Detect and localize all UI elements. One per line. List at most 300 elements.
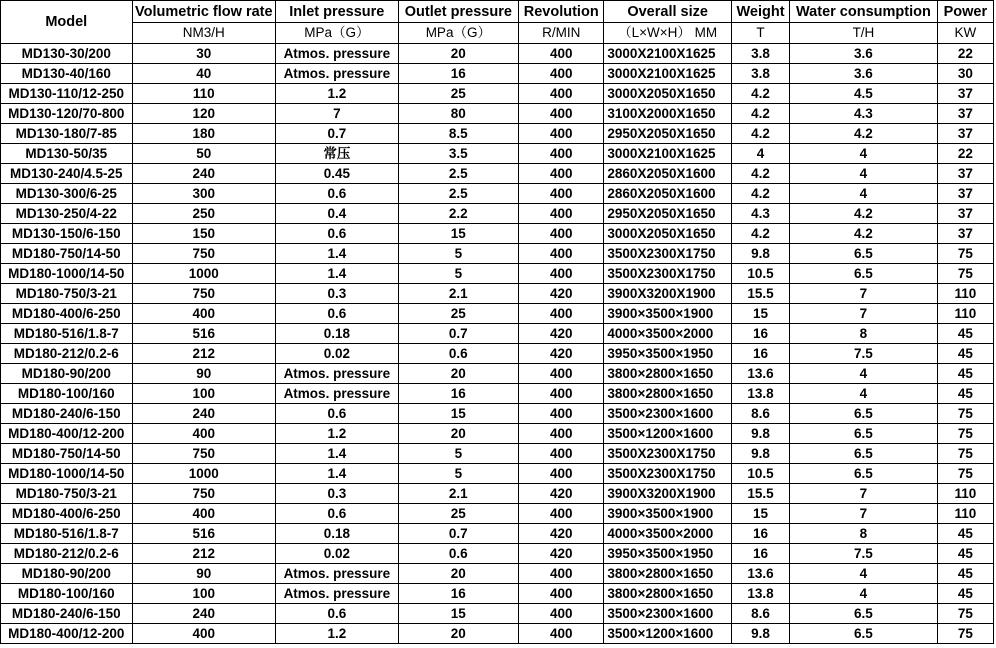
cell-power: 75 — [937, 424, 993, 444]
cell-model: MD130-120/70-800 — [1, 104, 133, 124]
cell-weight: 16 — [731, 324, 789, 344]
cell-revolution: 400 — [519, 64, 604, 84]
cell-flow-rate: 1000 — [132, 464, 276, 484]
cell-flow-rate: 90 — [132, 364, 276, 384]
cell-revolution: 400 — [519, 224, 604, 244]
cell-model: MD130-40/160 — [1, 64, 133, 84]
cell-outlet-pressure: 2.5 — [398, 164, 518, 184]
cell-revolution: 400 — [519, 84, 604, 104]
cell-water-consumption: 7 — [790, 304, 938, 324]
table-row — [1, 164, 994, 184]
cell-flow-rate: 100 — [132, 584, 276, 604]
cell-flow-rate: 40 — [132, 64, 276, 84]
unit-revolution: R/MIN — [519, 23, 604, 44]
cell-flow-rate: 30 — [132, 44, 276, 64]
cell-model: MD180-750/14-50 — [1, 244, 133, 264]
cell-inlet-pressure: Atmos. pressure — [276, 364, 398, 384]
table-row — [1, 144, 994, 164]
cell-model: MD180-750/3-21 — [1, 284, 133, 304]
cell-outlet-pressure: 2.2 — [398, 204, 518, 224]
cell-flow-rate: 240 — [132, 604, 276, 624]
table-row — [1, 384, 994, 404]
cell-power: 45 — [937, 524, 993, 544]
cell-power: 110 — [937, 504, 993, 524]
cell-water-consumption: 6.5 — [790, 464, 938, 484]
cell-inlet-pressure: 1.4 — [276, 464, 398, 484]
cell-inlet-pressure: 0.6 — [276, 224, 398, 244]
table-row — [1, 44, 994, 64]
cell-overall-size: 4000×3500×2000 — [604, 524, 732, 544]
cell-inlet-pressure: 0.6 — [276, 604, 398, 624]
cell-weight: 4.2 — [731, 124, 789, 144]
cell-overall-size: 3800×2800×1650 — [604, 584, 732, 604]
cell-power: 75 — [937, 444, 993, 464]
cell-weight: 9.8 — [731, 624, 789, 644]
header-overall-size: Overall size — [604, 1, 732, 23]
cell-inlet-pressure: Atmos. pressure — [276, 44, 398, 64]
cell-outlet-pressure: 2.1 — [398, 284, 518, 304]
cell-inlet-pressure: 1.2 — [276, 624, 398, 644]
cell-weight: 13.8 — [731, 584, 789, 604]
cell-outlet-pressure: 2.1 — [398, 484, 518, 504]
cell-weight: 13.8 — [731, 384, 789, 404]
cell-weight: 3.8 — [731, 64, 789, 84]
cell-power: 75 — [937, 244, 993, 264]
cell-revolution: 400 — [519, 504, 604, 524]
cell-flow-rate: 50 — [132, 144, 276, 164]
cell-overall-size: 3500X2300X1750 — [604, 464, 732, 484]
cell-overall-size: 3000X2050X1650 — [604, 84, 732, 104]
cell-inlet-pressure: 0.6 — [276, 504, 398, 524]
cell-inlet-pressure: Atmos. pressure — [276, 584, 398, 604]
cell-model: MD130-180/7-85 — [1, 124, 133, 144]
cell-inlet-pressure: 1.4 — [276, 264, 398, 284]
cell-outlet-pressure: 20 — [398, 624, 518, 644]
cell-model: MD180-100/160 — [1, 384, 133, 404]
cell-model: MD180-100/160 — [1, 584, 133, 604]
cell-flow-rate: 180 — [132, 124, 276, 144]
cell-flow-rate: 400 — [132, 504, 276, 524]
cell-weight: 15 — [731, 304, 789, 324]
cell-water-consumption: 6.5 — [790, 444, 938, 464]
cell-inlet-pressure: 0.18 — [276, 324, 398, 344]
cell-outlet-pressure: 5 — [398, 444, 518, 464]
cell-water-consumption: 4 — [790, 364, 938, 384]
cell-water-consumption: 6.5 — [790, 424, 938, 444]
cell-weight: 8.6 — [731, 604, 789, 624]
cell-inlet-pressure: 0.45 — [276, 164, 398, 184]
cell-water-consumption: 6.5 — [790, 244, 938, 264]
cell-inlet-pressure: Atmos. pressure — [276, 384, 398, 404]
table-row — [1, 284, 994, 304]
cell-flow-rate: 516 — [132, 324, 276, 344]
cell-power: 45 — [937, 324, 993, 344]
cell-weight: 4.2 — [731, 104, 789, 124]
cell-revolution: 400 — [519, 464, 604, 484]
cell-water-consumption: 4 — [790, 184, 938, 204]
cell-weight: 15.5 — [731, 484, 789, 504]
cell-outlet-pressure: 0.7 — [398, 524, 518, 544]
cell-outlet-pressure: 15 — [398, 224, 518, 244]
cell-weight: 15 — [731, 504, 789, 524]
unit-weight: T — [731, 23, 789, 44]
cell-overall-size: 3000X2100X1625 — [604, 64, 732, 84]
cell-water-consumption: 4.5 — [790, 84, 938, 104]
cell-overall-size: 3500X2300X1750 — [604, 444, 732, 464]
cell-revolution: 400 — [519, 44, 604, 64]
cell-revolution: 400 — [519, 164, 604, 184]
cell-weight: 10.5 — [731, 264, 789, 284]
cell-outlet-pressure: 0.7 — [398, 324, 518, 344]
cell-weight: 4.2 — [731, 84, 789, 104]
cell-revolution: 420 — [519, 324, 604, 344]
cell-inlet-pressure: 7 — [276, 104, 398, 124]
cell-water-consumption: 6.5 — [790, 404, 938, 424]
cell-flow-rate: 212 — [132, 544, 276, 564]
cell-outlet-pressure: 16 — [398, 64, 518, 84]
table-body — [1, 44, 994, 644]
cell-model: MD180-400/6-250 — [1, 504, 133, 524]
cell-water-consumption: 7.5 — [790, 344, 938, 364]
cell-flow-rate: 750 — [132, 444, 276, 464]
cell-power: 75 — [937, 604, 993, 624]
cell-overall-size: 3000X2100X1625 — [604, 44, 732, 64]
header-inlet-pressure: Inlet pressure — [276, 1, 398, 23]
table-row — [1, 184, 994, 204]
cell-outlet-pressure: 16 — [398, 384, 518, 404]
cell-revolution: 400 — [519, 564, 604, 584]
cell-power: 45 — [937, 544, 993, 564]
cell-water-consumption: 4 — [790, 144, 938, 164]
cell-water-consumption: 6.5 — [790, 604, 938, 624]
cell-outlet-pressure: 5 — [398, 244, 518, 264]
table-row — [1, 244, 994, 264]
table-row — [1, 584, 994, 604]
cell-flow-rate: 90 — [132, 564, 276, 584]
cell-inlet-pressure: 0.02 — [276, 544, 398, 564]
cell-outlet-pressure: 15 — [398, 604, 518, 624]
table-row — [1, 344, 994, 364]
cell-overall-size: 3500X2300X1750 — [604, 264, 732, 284]
unit-inlet-pressure: MPa（G） — [276, 23, 398, 44]
table-row — [1, 64, 994, 84]
cell-revolution: 420 — [519, 544, 604, 564]
cell-inlet-pressure: 0.3 — [276, 484, 398, 504]
header-row — [1, 1, 994, 23]
cell-flow-rate: 240 — [132, 404, 276, 424]
unit-flow-rate: NM3/H — [132, 23, 276, 44]
cell-overall-size: 3800×2800×1650 — [604, 564, 732, 584]
cell-water-consumption: 4 — [790, 584, 938, 604]
cell-inlet-pressure: 1.2 — [276, 84, 398, 104]
cell-outlet-pressure: 2.5 — [398, 184, 518, 204]
cell-power: 110 — [937, 284, 993, 304]
cell-power: 45 — [937, 364, 993, 384]
cell-inlet-pressure: 0.6 — [276, 404, 398, 424]
table-row — [1, 604, 994, 624]
cell-model: MD180-212/0.2-6 — [1, 344, 133, 364]
cell-inlet-pressure: Atmos. pressure — [276, 64, 398, 84]
cell-power: 22 — [937, 44, 993, 64]
cell-overall-size: 3800×2800×1650 — [604, 364, 732, 384]
header-flow-rate: Volumetric flow rate — [132, 1, 276, 23]
cell-model: MD130-240/4.5-25 — [1, 164, 133, 184]
cell-weight: 16 — [731, 544, 789, 564]
cell-water-consumption: 3.6 — [790, 44, 938, 64]
cell-model: MD180-240/6-150 — [1, 604, 133, 624]
unit-outlet-pressure: MPa（G） — [398, 23, 518, 44]
cell-model: MD180-400/6-250 — [1, 304, 133, 324]
cell-weight: 3.8 — [731, 44, 789, 64]
cell-revolution: 400 — [519, 264, 604, 284]
cell-model: MD180-750/3-21 — [1, 484, 133, 504]
header-model: Model — [1, 1, 133, 44]
unit-row — [1, 23, 994, 44]
cell-model: MD130-110/12-250 — [1, 84, 133, 104]
cell-overall-size: 3950×3500×1950 — [604, 344, 732, 364]
cell-overall-size: 2950X2050X1650 — [604, 204, 732, 224]
cell-weight: 4.2 — [731, 184, 789, 204]
cell-outlet-pressure: 25 — [398, 84, 518, 104]
cell-power: 45 — [937, 384, 993, 404]
cell-model: MD180-516/1.8-7 — [1, 324, 133, 344]
cell-model: MD130-30/200 — [1, 44, 133, 64]
cell-water-consumption: 7 — [790, 284, 938, 304]
table-row — [1, 544, 994, 564]
cell-flow-rate: 150 — [132, 224, 276, 244]
cell-outlet-pressure: 15 — [398, 404, 518, 424]
cell-water-consumption: 8 — [790, 524, 938, 544]
cell-inlet-pressure: 1.4 — [276, 244, 398, 264]
cell-power: 37 — [937, 184, 993, 204]
table-row — [1, 364, 994, 384]
unit-water-consumption: T/H — [790, 23, 938, 44]
cell-inlet-pressure: 1.2 — [276, 424, 398, 444]
cell-revolution: 400 — [519, 204, 604, 224]
cell-flow-rate: 250 — [132, 204, 276, 224]
table-row — [1, 624, 994, 644]
cell-weight: 4 — [731, 144, 789, 164]
cell-inlet-pressure: 0.4 — [276, 204, 398, 224]
cell-outlet-pressure: 16 — [398, 584, 518, 604]
cell-revolution: 400 — [519, 124, 604, 144]
cell-power: 75 — [937, 624, 993, 644]
cell-revolution: 400 — [519, 384, 604, 404]
cell-inlet-pressure: 0.18 — [276, 524, 398, 544]
cell-water-consumption: 4.2 — [790, 204, 938, 224]
cell-weight: 10.5 — [731, 464, 789, 484]
cell-water-consumption: 4.3 — [790, 104, 938, 124]
cell-outlet-pressure: 20 — [398, 44, 518, 64]
unit-overall-size: （L×W×H） MM — [604, 23, 732, 44]
cell-revolution: 400 — [519, 304, 604, 324]
cell-revolution: 400 — [519, 104, 604, 124]
cell-overall-size: 3950×3500×1950 — [604, 544, 732, 564]
cell-inlet-pressure: 0.02 — [276, 344, 398, 364]
cell-model: MD180-90/200 — [1, 364, 133, 384]
cell-overall-size: 3000X2100X1625 — [604, 144, 732, 164]
cell-revolution: 400 — [519, 364, 604, 384]
table-row — [1, 124, 994, 144]
cell-water-consumption: 7 — [790, 504, 938, 524]
cell-outlet-pressure: 0.6 — [398, 544, 518, 564]
cell-weight: 15.5 — [731, 284, 789, 304]
cell-flow-rate: 400 — [132, 424, 276, 444]
cell-inlet-pressure: 常压 — [276, 144, 398, 164]
table-header — [1, 1, 994, 44]
unit-power: KW — [937, 23, 993, 44]
table-row — [1, 564, 994, 584]
cell-revolution: 400 — [519, 584, 604, 604]
cell-model: MD180-400/12-200 — [1, 624, 133, 644]
cell-revolution: 400 — [519, 604, 604, 624]
cell-revolution: 400 — [519, 624, 604, 644]
table-row — [1, 404, 994, 424]
cell-weight: 4.2 — [731, 164, 789, 184]
cell-model: MD180-90/200 — [1, 564, 133, 584]
header-power: Power — [937, 1, 993, 23]
cell-power: 110 — [937, 484, 993, 504]
cell-power: 37 — [937, 84, 993, 104]
cell-weight: 4.2 — [731, 224, 789, 244]
cell-flow-rate: 240 — [132, 164, 276, 184]
cell-overall-size: 3900×3500×1900 — [604, 504, 732, 524]
cell-inlet-pressure: 0.6 — [276, 304, 398, 324]
cell-model: MD180-516/1.8-7 — [1, 524, 133, 544]
cell-inlet-pressure: 0.3 — [276, 284, 398, 304]
cell-weight: 16 — [731, 524, 789, 544]
header-water-consumption: Water consumption — [790, 1, 938, 23]
cell-water-consumption: 6.5 — [790, 264, 938, 284]
table-row — [1, 84, 994, 104]
cell-model: MD130-50/35 — [1, 144, 133, 164]
cell-outlet-pressure: 5 — [398, 264, 518, 284]
table-row — [1, 304, 994, 324]
cell-inlet-pressure: Atmos. pressure — [276, 564, 398, 584]
cell-water-consumption: 7 — [790, 484, 938, 504]
cell-overall-size: 2950X2050X1650 — [604, 124, 732, 144]
cell-overall-size: 3800×2800×1650 — [604, 384, 732, 404]
cell-water-consumption: 6.5 — [790, 624, 938, 644]
cell-weight: 16 — [731, 344, 789, 364]
cell-outlet-pressure: 3.5 — [398, 144, 518, 164]
cell-flow-rate: 110 — [132, 84, 276, 104]
cell-revolution: 420 — [519, 524, 604, 544]
table-row — [1, 204, 994, 224]
cell-overall-size: 3900X3200X1900 — [604, 484, 732, 504]
cell-flow-rate: 750 — [132, 244, 276, 264]
cell-power: 37 — [937, 204, 993, 224]
cell-outlet-pressure: 8.5 — [398, 124, 518, 144]
cell-model: MD180-212/0.2-6 — [1, 544, 133, 564]
cell-weight: 9.8 — [731, 444, 789, 464]
cell-weight: 9.8 — [731, 424, 789, 444]
cell-flow-rate: 400 — [132, 624, 276, 644]
table-row — [1, 324, 994, 344]
cell-model: MD130-250/4-22 — [1, 204, 133, 224]
cell-power: 110 — [937, 304, 993, 324]
cell-overall-size: 3900X3200X1900 — [604, 284, 732, 304]
cell-model: MD180-1000/14-50 — [1, 264, 133, 284]
cell-power: 37 — [937, 124, 993, 144]
cell-revolution: 420 — [519, 284, 604, 304]
cell-weight: 9.8 — [731, 244, 789, 264]
table-row — [1, 264, 994, 284]
cell-outlet-pressure: 20 — [398, 424, 518, 444]
cell-flow-rate: 300 — [132, 184, 276, 204]
cell-power: 75 — [937, 264, 993, 284]
cell-power: 45 — [937, 584, 993, 604]
cell-outlet-pressure: 25 — [398, 504, 518, 524]
cell-overall-size: 3500×1200×1600 — [604, 624, 732, 644]
cell-water-consumption: 4 — [790, 564, 938, 584]
table-row — [1, 464, 994, 484]
cell-weight: 8.6 — [731, 404, 789, 424]
table-row — [1, 104, 994, 124]
cell-outlet-pressure: 5 — [398, 464, 518, 484]
cell-overall-size: 2860X2050X1600 — [604, 184, 732, 204]
cell-flow-rate: 750 — [132, 284, 276, 304]
cell-water-consumption: 4.2 — [790, 224, 938, 244]
cell-weight: 13.6 — [731, 364, 789, 384]
cell-overall-size: 3500×2300×1600 — [604, 404, 732, 424]
cell-revolution: 400 — [519, 444, 604, 464]
cell-flow-rate: 212 — [132, 344, 276, 364]
cell-model: MD180-750/14-50 — [1, 444, 133, 464]
cell-model: MD180-1000/14-50 — [1, 464, 133, 484]
cell-outlet-pressure: 0.6 — [398, 344, 518, 364]
cell-weight: 4.3 — [731, 204, 789, 224]
cell-revolution: 400 — [519, 424, 604, 444]
cell-power: 30 — [937, 64, 993, 84]
cell-power: 75 — [937, 464, 993, 484]
cell-overall-size: 3500×1200×1600 — [604, 424, 732, 444]
cell-revolution: 420 — [519, 484, 604, 504]
cell-overall-size: 3900×3500×1900 — [604, 304, 732, 324]
cell-model: MD130-300/6-25 — [1, 184, 133, 204]
cell-inlet-pressure: 0.6 — [276, 184, 398, 204]
cell-flow-rate: 100 — [132, 384, 276, 404]
cell-revolution: 400 — [519, 244, 604, 264]
cell-outlet-pressure: 80 — [398, 104, 518, 124]
cell-revolution: 400 — [519, 404, 604, 424]
cell-power: 45 — [937, 344, 993, 364]
cell-overall-size: 4000×3500×2000 — [604, 324, 732, 344]
cell-power: 22 — [937, 144, 993, 164]
cell-overall-size: 2860X2050X1600 — [604, 164, 732, 184]
cell-weight: 13.6 — [731, 564, 789, 584]
cell-water-consumption: 4 — [790, 164, 938, 184]
cell-outlet-pressure: 20 — [398, 564, 518, 584]
cell-flow-rate: 1000 — [132, 264, 276, 284]
cell-water-consumption: 4.2 — [790, 124, 938, 144]
cell-flow-rate: 120 — [132, 104, 276, 124]
cell-power: 45 — [937, 564, 993, 584]
cell-power: 37 — [937, 164, 993, 184]
table-row — [1, 424, 994, 444]
table-row — [1, 484, 994, 504]
cell-overall-size: 3100X2000X1650 — [604, 104, 732, 124]
cell-model: MD180-400/12-200 — [1, 424, 133, 444]
table-row — [1, 224, 994, 244]
cell-power: 37 — [937, 224, 993, 244]
cell-power: 75 — [937, 404, 993, 424]
cell-water-consumption: 3.6 — [790, 64, 938, 84]
cell-flow-rate: 400 — [132, 304, 276, 324]
cell-revolution: 420 — [519, 344, 604, 364]
cell-water-consumption: 7.5 — [790, 544, 938, 564]
cell-model: MD180-240/6-150 — [1, 404, 133, 424]
